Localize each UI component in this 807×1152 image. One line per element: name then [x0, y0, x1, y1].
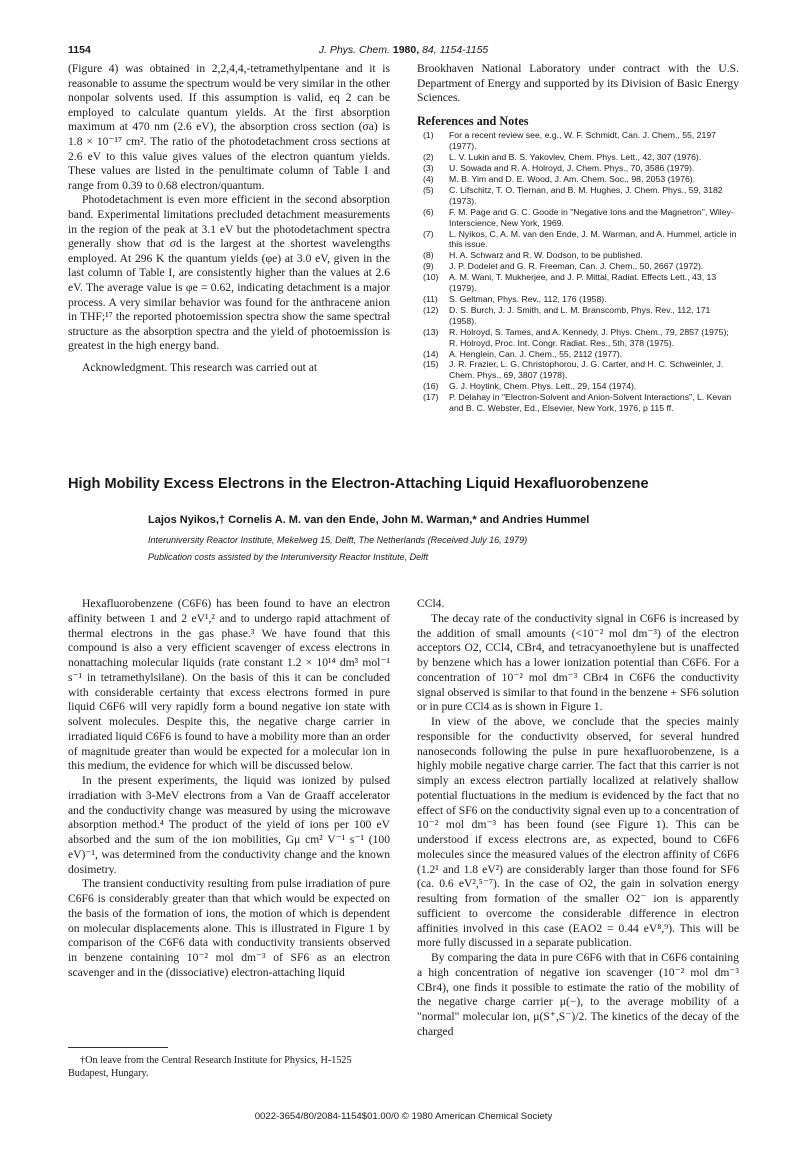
reference-item — [417, 392, 739, 414]
reference-text: A. M. Wani, T. Mukherjee, and J. P. Mittal, Radiat. Effects Lett., 43, 13 (1979). — [449, 272, 717, 294]
body-right-column — [417, 597, 739, 1040]
paragraph: Hexafluorobenzene (C6F6) has been found to have an electron affinity between 1 and 2 eV¹,² and to undergo rapid attachment of thermal electrons in the gas phase.³ We have found that this compound is also a very efficient scavenger of excess electrons in nonattaching molecular liquids (rate constant 1.2 × 10¹⁴ dm³ mol⁻¹ s⁻¹ in tetramethylsilane). On the basis of this it can be concluded with considerable certainty that excess electrons formed in pure liquid C6F6 will very rapidly form a bound negative ion state with solvent molecules. Despite this, the negative charge carrier in irradiated liquid C6F6 is found to have a mobility more than an order of magnitude greater than would be expected for a molecular ion in this medium, the evidence for which will be discussed below. — [68, 597, 390, 773]
reference-item — [417, 327, 739, 349]
reference-number: (16) — [423, 381, 439, 392]
reference-item — [417, 381, 739, 392]
top-right-column — [417, 62, 739, 414]
body-left-column — [68, 597, 390, 981]
paragraph: In view of the above, we conclude that the species mainly responsible for the conductivity observed, for several hundred nanoseconds following the pulse in pure hexafluorobenzene, is a highly mobile negative charge carrier. The fact that this carrier is not simply an excess electron partially localized at relatively shallow potential fluctuations in the medium is evidenced by the fact that no effect of SF6 on the conductivity signal even up to a concentration of 10⁻² mol dm⁻³ has been found (see Figure 1). This can be understood if excess electrons are, as expected, bound to C6F6 molecules since the measured values of the electron affinity of C6F6 (1.2¹ and 1.8 eV²) are considerably larger than those found for SF6 (ca. 0.6 eV²,⁵⁻⁷). In the case of O2, the gain in solvation energy resulting from formation of the smaller O2⁻ ion is apparently sufficient to overcome the considerable difference in electron affinities involved in this case (EAO2 = 0.44 eV⁸,⁹). This will be more fully discussed in a separate publication. — [417, 715, 739, 950]
reference-item — [417, 250, 739, 261]
volume-pages: 84, 1154-1155 — [422, 44, 489, 56]
article-title: High Mobility Excess Electrons in the Electron-Attaching Liquid Hexafluorobenzene — [68, 476, 649, 492]
paragraph: Brookhaven National Laboratory under contract with the U.S. Department of Energy and supported by its Division of Basic Energy Sciences. — [417, 62, 739, 105]
references-heading: References and Notes — [417, 113, 529, 128]
reference-item — [417, 305, 739, 327]
author-footnote: †On leave from the Central Research Institute for Physics, H-1525 Budapest, Hungary. — [68, 1055, 352, 1079]
reference-item — [417, 130, 739, 152]
reference-text: M. B. Yim and D. E. Wood, J. Am. Chem. Soc., 98, 2053 (1976). — [449, 174, 696, 184]
running-header — [68, 44, 739, 62]
reference-item — [417, 272, 739, 294]
reference-number: (7) — [423, 228, 434, 239]
paragraph: CCl4. — [417, 597, 445, 610]
reference-item — [417, 349, 739, 360]
reference-number: (10) — [423, 272, 439, 283]
reference-number: (2) — [423, 152, 434, 163]
reference-text: J. R. Frazier, L. G. Christophorou, J. G. Carter, and H. C. Schweinler, J. Chem. Phys., 69, 3807 (1978). — [449, 359, 724, 381]
reference-number: (6) — [423, 206, 434, 217]
paragraph: The decay rate of the conductivity signal in C6F6 is increased by the addition of small amounts (<10⁻² mol dm⁻³) of the electron acceptors O2, CCl4, CBr4, and tetracyanoethylene but is unaffected by benzene which has a lower ionization potential than C6F6. For a concentration of 10⁻² mol dm⁻³ CBr4 in C6F6 the conductivity signal observed is similar to that found in the benzene + SF6 solution or in pure CCl4 as is shown in Figure 1. — [417, 611, 739, 714]
journal-page — [68, 44, 739, 1122]
reference-number: (3) — [423, 163, 434, 174]
author-list: Lajos Nyikos,† Cornelis A. M. van den Ende, John M. Warman,* and Andries Hummel — [148, 514, 590, 526]
reference-number: (15) — [423, 359, 439, 370]
journal-year: 1980, — [392, 44, 420, 56]
reference-number: (8) — [423, 250, 434, 261]
reference-item — [417, 261, 739, 272]
affiliation: Interuniversity Reactor Institute, Mekelweg 15, Delft, The Netherlands (Received July 16, 1979) — [148, 535, 528, 545]
reference-text: H. A. Schwarz and R. W. Dodson, to be published. — [449, 250, 643, 261]
reference-text: G. J. Hoytink, Chem. Phys. Lett., 29, 154 (1974). — [449, 381, 637, 392]
reference-text: J. P. Dodelet and G. R. Freeman, Can. J. Chem., 50, 2667 (1972). — [449, 261, 704, 272]
reference-number: (4) — [423, 174, 434, 184]
reference-number: (14) — [423, 348, 439, 359]
paragraph: In the present experiments, the liquid was ionized by pulsed irradiation with 3-MeV electrons from a Van de Graaff accelerator and the conductivity change was measured by using the microwave absorption method.⁴ The product of the yield of ions per 100 eV absorbed and the sum of the ion mobilities, Gμ cm² V⁻¹ s⁻¹ (100 eV)⁻¹, was determined from the conductivity change and the known dosimetry. — [68, 774, 390, 876]
reference-item — [417, 229, 739, 251]
page-number: 1154 — [68, 44, 91, 56]
reference-item — [417, 174, 739, 185]
top-left-column — [68, 62, 390, 375]
reference-text: L. V. Lukin and B. S. Yakovlev, Chem. Phys. Lett., 42, 307 (1976). — [449, 152, 702, 163]
reference-item — [417, 163, 739, 174]
reference-text: A. Henglein, Can. J. Chem., 55, 2112 (1977). — [449, 348, 623, 359]
reference-text: S. Geltman, Phys. Rev., 112, 176 (1958). — [449, 293, 607, 304]
reference-number: (11) — [423, 293, 438, 304]
paragraph: The transient conductivity resulting from pulse irradiation of pure C6F6 is considerably greater than that which would be expected on the basis of the formation of ions, the motion of which is dependent on molecular displacements alone. This is illustrated in Figure 1 by comparison of the C6F6 data with conductivity transients observed in benzene containing 10⁻² mol dm⁻³ of SF6 as an electron scavenger and in the (dissociative) electron-attaching liquid — [68, 877, 390, 979]
reference-text: L. Nyikos, C. A. M. van den Ende, J. M. Warman, and A. Hummel, article in this issue. — [449, 228, 737, 250]
reference-item — [417, 185, 739, 207]
reference-text: R. Holroyd, S. Tames, and A. Kennedy, J. Phys. Chem., 79, 2857 (1975); R. Holroyd, Proc. Int. Congr. Radiat. Res., 5th, 378 (1975). — [449, 326, 729, 348]
reference-text: For a recent review see, e.g., W. F. Schmidt, Can. J. Chem., 55, 2197 (1977). — [449, 130, 717, 152]
publication-costs: Publication costs assisted by the Interuniversity Reactor Institute, Delft — [148, 552, 429, 562]
reference-number: (13) — [423, 326, 439, 337]
reference-text: U. Sowada and R. A. Holroyd, J. Chem. Phys., 70, 3586 (1979). — [449, 163, 695, 174]
reference-number: (17) — [423, 392, 439, 403]
paragraph: Photodetachment is even more efficient in the second absorption band. Experimental limitations precluded detachment measurements in the region of the peak at 3.1 eV but the photodetachment spectra generally show that σd is the largest at the shortest wavelengths employed. At 296 K the quantum yields (φe) at 3.0 eV, given in the last column of Table I, are consistently higher than the values at 2.6 eV. The average value is φe = 0.62, indicating detachment is a major process. A very similar behavior was found for the anthracene anion in THF;¹⁷ the reported photoemission spectra show the same spectral structure as the absorption spectra and the yield of photoemission is greatest in the high energy band. — [68, 193, 390, 353]
paragraph: By comparing the data in pure C6F6 with that in C6F6 containing a high concentration of negative ion scavenger (10⁻² mol dm⁻³ CBr4), one finds it possible to estimate the ratio of the mobility of the negative charge carrier μ(−), to the average mobility of a "normal" molecular ion, μ(S⁺,S⁻)/2. The kinetics of the decay of the charged — [417, 951, 739, 1038]
reference-item — [417, 207, 739, 229]
paragraph: (Figure 4) was obtained in 2,2,4,4,-tetramethylpentane and it is reasonable to assume the spectrum would be very similar in the other nonpolar solvents used. If this assumption is valid, eq 2 can be employed to calculate quantum yields. At the first absorption maximum at 470 nm (2.6 eV), the absorption cross section (σa) is 1.8 × 10⁻¹⁷ cm². The ratio of the photodetachment cross sections at 2.6 eV to this value gives values of the electron quantum yields. These values are listed in the penultimate column of Table I and range from 0.39 to 0.68 electron/quantum. — [68, 62, 390, 192]
previous-article-tail — [68, 62, 739, 462]
reference-text: D. S. Burch, J. J. Smith, and L. M. Branscomb, Phys. Rev., 112, 171 (1958). — [449, 304, 711, 326]
journal-citation — [68, 44, 739, 56]
journal-name: J. Phys. Chem. — [318, 44, 390, 56]
article-body — [68, 597, 739, 1067]
page-footer: 0022-3654/80/2084-1154$01.00/0 © 1980 American Chemical Society — [254, 1111, 553, 1122]
reference-item — [417, 359, 739, 381]
reference-number: (5) — [423, 184, 434, 195]
reference-number: (12) — [423, 304, 439, 315]
acknowledgment: Acknowledgment. This research was carried out at — [82, 360, 318, 374]
reference-text: P. Delahay in "Electron-Solvent and Anion-Solvent Interactions", L. Kevan and B. C. Webster, Ed., Elsevier, New York, 1976, p 115 ff. — [449, 392, 732, 414]
reference-number: (9) — [423, 261, 434, 272]
reference-item — [417, 152, 739, 163]
reference-text: F. M. Page and G. C. Goode in "Negative Ions and the Magnetron", Wiley-Interscience, New York, 1969. — [449, 206, 734, 228]
footnote-divider — [68, 1047, 168, 1048]
reference-item — [417, 294, 739, 305]
references-list — [417, 130, 739, 414]
reference-number: (1) — [423, 130, 434, 141]
reference-text: C. Lifschitz, T. O. Tiernan, and B. M. Hughes, J. Chem. Phys., 59, 3182 (1973). — [449, 184, 723, 206]
